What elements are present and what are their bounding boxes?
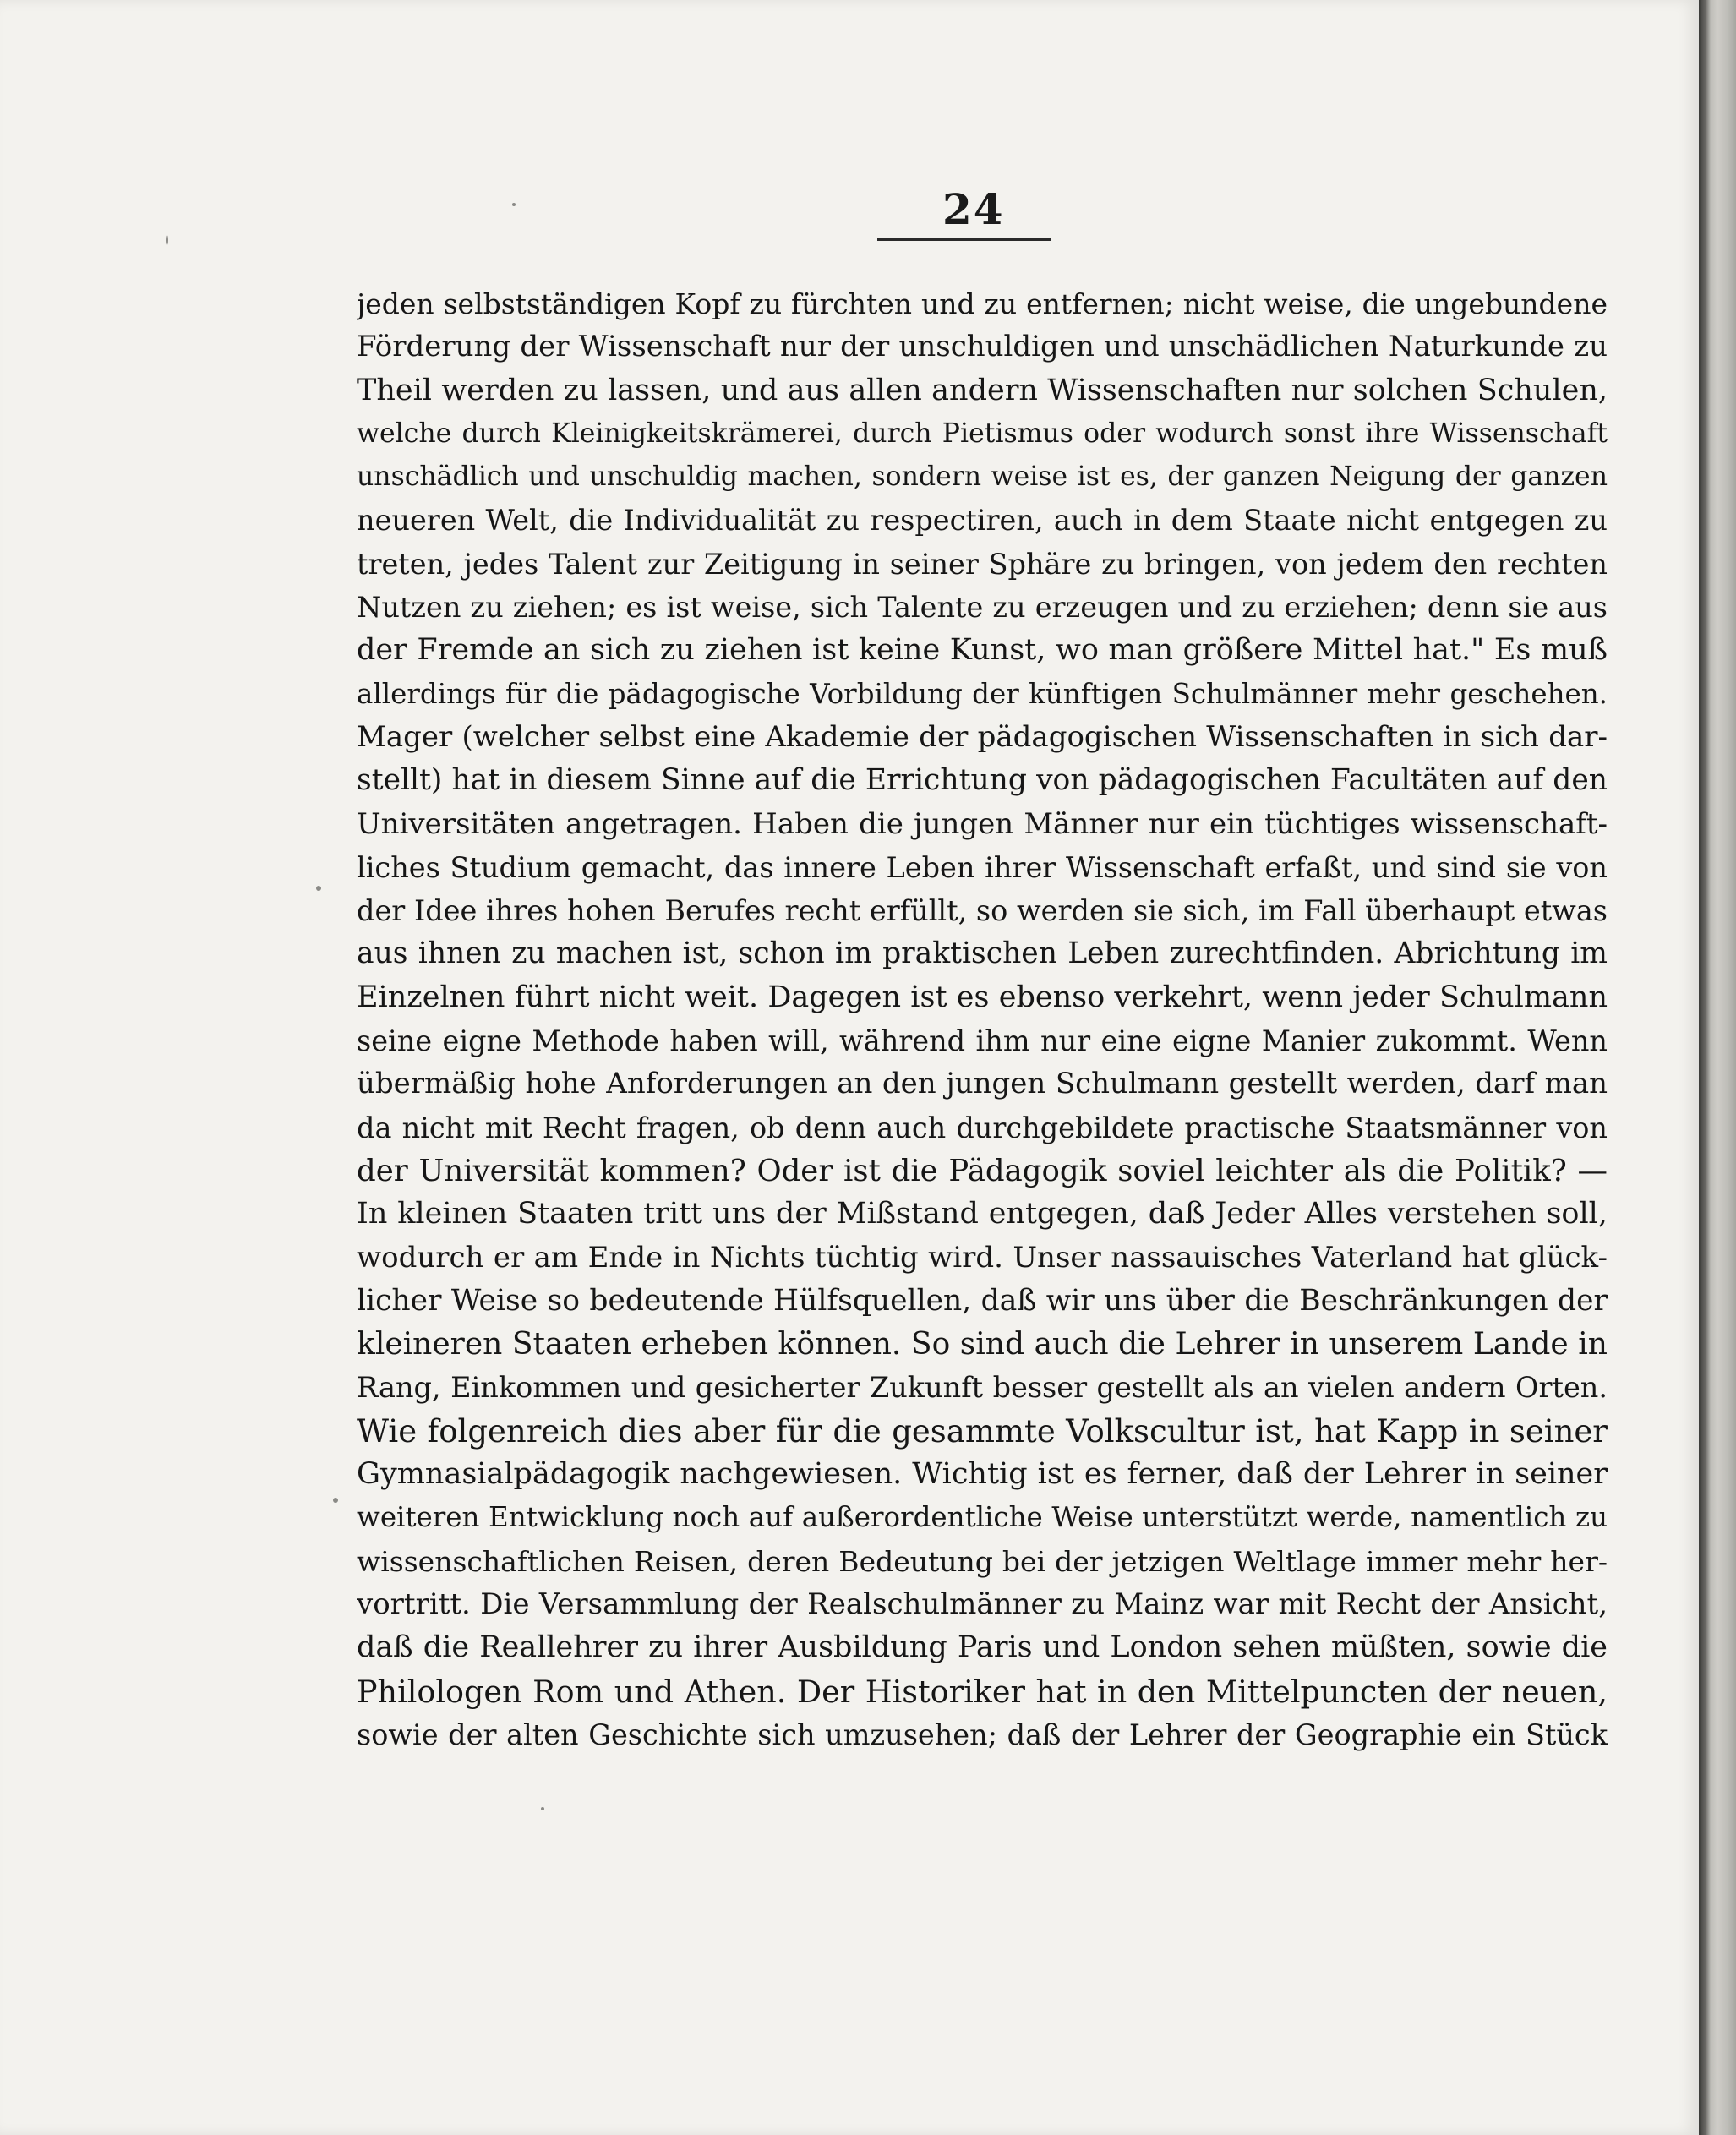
- text-line: Philologen Rom und Athen. Der Historiker hat in den Mittelpuncten der neuen,: [357, 1673, 1608, 1710]
- text-line: neueren Welt, die Individualität zu respectiren, auch in dem Staate nicht entgegen zu: [357, 504, 1608, 538]
- text-line: übermäßig hohe Anforderungen an den jungen Schulmann gestellt werden, darf man: [357, 1067, 1608, 1101]
- text-line: sowie der alten Geschichte sich umzusehen; daß der Lehrer der Geographie ein Stück: [357, 1717, 1608, 1751]
- text-line: In kleinen Staaten tritt uns der Mißstand entgegen, daß Jeder Alles verstehen soll,: [357, 1197, 1608, 1231]
- text-line: treten, jedes Talent zur Zeitigung in seiner Sphäre zu bringen, von jedem den rechten: [357, 547, 1608, 581]
- text-line: unschädlich und unschuldig machen, sondern weise ist es, der ganzen Neigung der ganzen: [357, 461, 1608, 493]
- text-line: kleineren Staaten erheben können. So sind auch die Lehrer in unserem Lande in: [357, 1327, 1608, 1362]
- text-line: Rang, Einkommen und gesicherter Zukunft besser gestellt als an vielen andern Orten.: [357, 1371, 1608, 1405]
- text-line: der Universität kommen? Oder ist die Pädagogik soviel leichter als die Politik? —: [357, 1153, 1608, 1188]
- text-line: Mager (welcher selbst eine Akademie der pädagogischen Wissenschaften in sich dar-: [357, 719, 1608, 754]
- text-line: Wie folgenreich dies aber für die gesammte Volkscultur ist, hat Kapp in seiner: [357, 1412, 1608, 1450]
- text-line: der Idee ihres hohen Berufes recht erfüllt, so werden sie sich, im Fall überhaupt etwas: [357, 894, 1608, 928]
- book-gutter: [1699, 0, 1736, 2135]
- text-line: stellt) hat in diesem Sinne auf die Errichtung von pädagogischen Facultäten auf den: [357, 763, 1608, 798]
- text-line: Einzelnen führt nicht weit. Dagegen ist es ebenso verkehrt, wenn jeder Schulmann: [357, 980, 1608, 1014]
- text-line: wissenschaftlichen Reisen, deren Bedeutung bei der jetzigen Weltlage immer mehr her-: [357, 1544, 1608, 1578]
- text-line: aus ihnen zu machen ist, schon im praktischen Leben zurechtfinden. Abrichtung im: [357, 936, 1608, 971]
- text-line: Universitäten angetragen. Haben die jungen Männer nur ein tüchtiges wissenschaft-: [357, 806, 1608, 841]
- text-line: der Fremde an sich zu ziehen ist keine Kunst, wo man größere Mittel hat." Es muß: [357, 633, 1608, 668]
- paper-speck: [333, 1498, 338, 1503]
- paper-speck: [512, 203, 516, 206]
- text-line: Nutzen zu ziehen; es ist weise, sich Talente zu erzeugen und zu erziehen; denn sie aus: [357, 591, 1608, 625]
- page-number: 24: [942, 184, 1005, 234]
- text-line: welche durch Kleinigkeitskrämerei, durch Pietismus oder wodurch sonst ihre Wissenschaft: [357, 418, 1608, 449]
- paper-speck: [166, 235, 168, 245]
- paper-speck: [316, 886, 321, 891]
- paper-speck: [541, 1807, 544, 1810]
- text-line: licher Weise so bedeutende Hülfsquellen, daß wir uns über die Beschränkungen der: [357, 1283, 1608, 1318]
- header-rule: [877, 238, 1051, 241]
- text-line: seine eigne Methode haben will, während ihm nur eine eigne Manier zukommt. Wenn: [357, 1024, 1608, 1058]
- text-line: wodurch er am Ende in Nichts tüchtig wird. Unser nassauisches Vaterland hat glück-: [357, 1240, 1608, 1275]
- text-line: jeden selbstständigen Kopf zu fürchten und zu entfernen; nicht weise, die ungebundene: [357, 287, 1608, 320]
- text-line: Theil werden zu lassen, und aus allen andern Wissenschaften nur solchen Schulen,: [357, 373, 1608, 407]
- text-line: liches Studium gemacht, das innere Leben ihrer Wissenschaft erfaßt, und sind sie von: [357, 850, 1608, 884]
- text-line: Förderung der Wissenschaft nur der unschuldigen und unschädlichen Naturkunde zu: [357, 330, 1608, 364]
- text-line: Gymnasialpädagogik nachgewiesen. Wichtig ist es ferner, daß der Lehrer in seiner: [357, 1457, 1608, 1492]
- text-line: vortritt. Die Versammlung der Realschulmänner zu Mainz war mit Recht der Ansicht,: [357, 1586, 1608, 1621]
- text-line: da nicht mit Recht fragen, ob denn auch durchgebildete practische Staatsmänner von: [357, 1111, 1608, 1144]
- text-line: weiteren Entwicklung noch auf außerordentliche Weise unterstützt werde, namentlich zu: [357, 1501, 1608, 1534]
- text-line: daß die Reallehrer zu ihrer Ausbildung Paris und London sehen müßten, sowie die: [357, 1630, 1608, 1665]
- body-text: [357, 282, 1608, 1756]
- text-line: allerdings für die pädagogische Vorbildung der künftigen Schulmänner mehr geschehen.: [357, 677, 1608, 710]
